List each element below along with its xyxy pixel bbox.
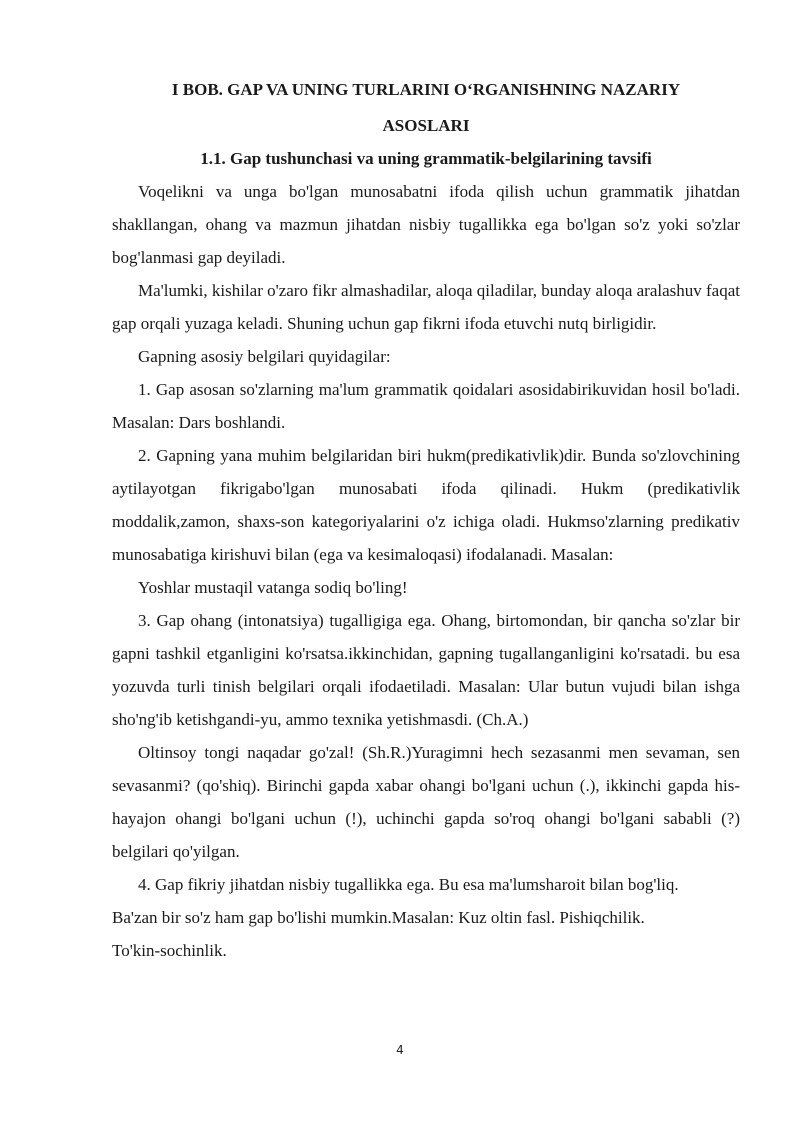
chapter-title-line2: ASOSLARI [382, 116, 470, 135]
paragraph-final-example: To'kin-sochinlik. [112, 941, 227, 960]
paragraph-communication: Ma'lumki, kishilar o'zaro fikr almashadilar, aloqa qiladilar, bunday aloqa aralashuv faqat gap orqali yuzaga keladi. Shuning uchun gap fikrni ifoda etuvchi nutq birligidir. [112, 281, 740, 333]
list-item-2: 2. Gapning yana muhim belgilaridan biri hukm(predikativlik)dir. Bunda so'zlovchining aytilayotgan fikrigabo'lgan munosabati ifoda qilinadi. Hukm (predikativlik moddalik,zamon, shaxs-son kategoriyalarini o'z ichiga oladi. Hukmso'zlarning predikativ munosabatiga kirishuvi bilan (ega va kesimaloqasi) ifodalanadi. Masalan: [112, 446, 740, 564]
section-title: 1.1. Gap tushunchasi va uning grammatik-belgilarining tavsifi [200, 149, 652, 168]
paragraph-one-word-sentence: Ba'zan bir so'z ham gap bo'lishi mumkin.Masalan: Kuz oltin fasl. Pishiqchilik. [112, 908, 645, 927]
paragraph-definition: Voqelikni va unga bo'lgan munosabatni ifoda qilish uchun grammatik jihatdan shakllangan, ohang va mazmun jihatdan nisbiy tugallikka ega bo'lgan so'z yoki so'zlar bog'lanmasi gap deyiladi. [112, 182, 740, 267]
page-number: 4 [396, 1043, 404, 1057]
list-item-4: 4. Gap fikriy jihatdan nisbiy tugallikka ega. Bu esa ma'lumsharoit bilan bog'liq. [138, 875, 679, 894]
chapter-title-line1: I BOB. GAP VA UNING TURLARINI O‘RGANISHNING NAZARIY [171, 80, 681, 99]
example-sentence: Yoshlar mustaqil vatanga sodiq bo'ling! [138, 578, 408, 597]
paragraph-features-intro: Gapning asosiy belgilari quyidagilar: [138, 347, 391, 366]
paragraph-intonation-examples: Oltinsoy tongi naqadar go'zal! (Sh.R.)Yuragimni hech sezasanmi men sevaman, sen sevasanmi? (qo'shiq). Birinchi gapda xabar ohangi bo'lgani uchun (.), ikkinchi gapda his-hayajon ohangi bo'lgani uchun (!), uchinchi gapda so'roq ohangi bo'lgani sababli (?) belgilari qo'yilgan. [112, 743, 740, 861]
list-item-3: 3. Gap ohang (intonatsiya) tugalligiga ega. Ohang, birtomondan, bir qancha so'zlar bir gapni tashkil etganligini ko'rsatsa.ikkinchidan, gapning tugallanganligini ko'rsatadi. bu esa yozuvda turli tinish belgilari orqali ifodaetiladi. Masalan: Ular butun vujudi bilan ishga sho'ng'ib ketishgandi-yu, ammo texnika yetishmasdi. (Ch.A.) [112, 611, 740, 729]
document-page [112, 70, 740, 967]
list-item-1: 1. Gap asosan so'zlarning ma'lum grammatik qoidalari asosidabirikuvidan hosil bo'ladi. Masalan: Dars boshlandi. [112, 380, 740, 432]
